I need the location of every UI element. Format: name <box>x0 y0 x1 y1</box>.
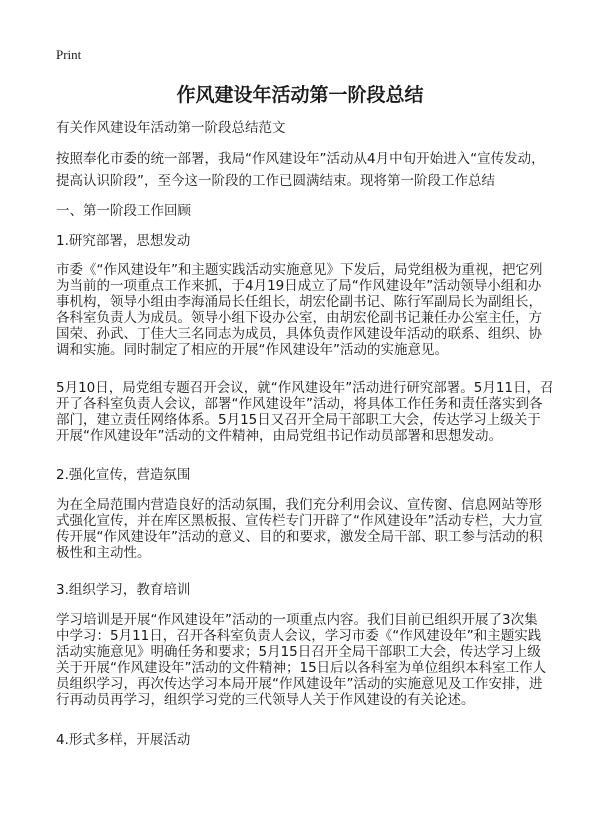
intro-paragraph <box>56 148 545 192</box>
text-line: 学习培训是开展“作风建设年”活动的一项重点内容。我们目前已组织开展了3次集 <box>56 612 538 628</box>
subsection-title: 3.组织学习，教育培训 <box>56 582 191 598</box>
text-line: 关于开展“作风建设年”活动的文件精神；15日后以各科室为单位组织本科室工作人 <box>56 660 547 676</box>
subsection-title: 1.研究部署，思想发动 <box>56 233 191 249</box>
text-line: 活动实施意见》明确任务和要求；5月15日召开全局干部职工大会，传达学习上级 <box>56 644 541 660</box>
text-line: 各科室负责人为成员。领导小组下设办公室，由胡宏伦副书记兼任办公室主任，方 <box>56 310 542 326</box>
text-line: 开展“作风建设年”活动的文件精神，由局党组书记作动员部署和思想发动。 <box>56 428 502 444</box>
text-line: 员组织学习，再次传达学习本局开展“作风建设年”活动的实施意见及工作安排，进 <box>56 676 543 692</box>
text-line: 式强化宣传，并在库区黑板报、宣传栏专门开辟了“作风建设年”活动专栏，大力宣 <box>56 513 543 529</box>
text-line: 提高认识阶段”，至今这一阶段的工作已圆满结束。现将第一阶段工作总结 <box>56 173 495 189</box>
text-line: 开了各科室负责人会议，部署“作风建设年”活动，将具体工作任务和责任落实到各 <box>56 396 543 412</box>
text-line: 为当前的一项重点工作来抓，于4月19日成立了局“作风建设年”活动领导小组和办 <box>56 278 542 294</box>
subsection-title: 2.强化宣传，营造氛围 <box>56 467 191 483</box>
text-line: 国荣、孙武、丁佳大三名同志为成员，具体负责作风建设年活动的联系、组织、协 <box>56 326 542 342</box>
paragraph <box>56 497 543 561</box>
page-title: 作风建设年活动第一阶段总结 <box>176 84 424 106</box>
text-line: 极性和主动性。 <box>56 545 151 561</box>
print-link[interactable]: Print <box>56 47 82 62</box>
text-line: 事机构，领导小组由李海涌局长任组长，胡宏伦副书记、陈行军副局长为副组长， <box>56 294 542 310</box>
subtitle: 有关作风建设年活动第一阶段总结范文 <box>56 120 286 136</box>
paragraph <box>56 612 546 708</box>
section-heading: 一、第一阶段工作回顾 <box>56 203 191 219</box>
text-line: 行再动员再学习，组织学习党的三代领导人关于作风建设的有关论述。 <box>56 692 475 708</box>
text-line: 为在全局范围内营造良好的活动氛围，我们充分利用会议、宣传窗、信息网站等形 <box>56 497 542 513</box>
text-line: 调和实施。同时制定了相应的开展“作风建设年”活动的实施意见。 <box>56 342 448 358</box>
text-line: 5月10日，局党组专题召开会议，就“作风建设年”活动进行研究部署。5月11日，召 <box>56 380 554 396</box>
text-line: 按照奉化市委的统一部署，我局“作风建设年”活动从4月中旬开始进入“宣传发动， <box>56 151 545 167</box>
text-line: 部门，建立责任网络体系。5月15日又召开全局干部职工大会，传达学习上级关于 <box>56 412 541 428</box>
text-line: 传开展“作风建设年”活动的意义、目的和要求，激发全局干部、职工参与活动的积 <box>56 529 543 545</box>
paragraph <box>56 380 554 444</box>
paragraph <box>56 262 543 358</box>
text-line: 市委《“作风建设年”和主题实践活动实施意见》下发后，局党组极为重视，把它列 <box>56 262 543 278</box>
subsection-title: 4.形式多样，开展活动 <box>56 732 191 748</box>
text-line: 中学习：5月11日，召开各科室负责人会议，学习市委《“作风建设年”和主题实践 <box>56 628 542 644</box>
